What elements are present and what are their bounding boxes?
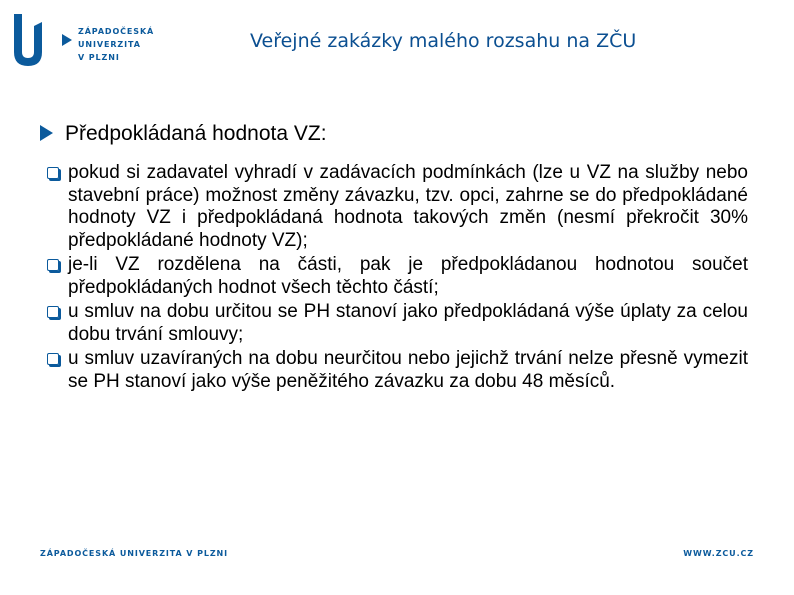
section-heading [40,122,327,146]
logo-text [78,25,154,64]
list-item [46,348,748,393]
checkbox-bullet-icon [47,306,59,318]
section-heading-text: Předpokládaná hodnota VZ: [65,122,327,145]
zcu-logo-mark-icon [10,12,50,70]
list-item-text: pokud si zadavatel vyhradí v zadávacích podmínkách (lze u VZ na služby nebo stavební práce) možnost změny závazku, tzv. opci, zahrne se do předpokládané hodnoty VZ i předpokládaná hodnota takových změn (nesmí překročit 30% předpokládané hodnoty VZ); [68,162,748,251]
checkbox-bullet-icon [47,353,59,365]
page-title: Veřejné zakázky malého rozsahu na ZČU [250,30,637,52]
list-item [46,301,748,346]
university-logo [10,12,180,72]
logo-line-3: V PLZNI [78,53,120,62]
logo-line-1: ZÁPADOČESKÁ [78,27,155,36]
list-item [46,162,748,252]
footer-university-name: ZÁPADOČESKÁ UNIVERZITA V PLZNI [40,549,229,558]
list-item-text: je-li VZ rozdělena na části, pak je předpokládanou hodnotou součet předpokládaných hodnot všech těchto částí; [68,254,748,298]
logo-arrow-icon [62,34,72,46]
triangle-bullet-icon [40,125,53,141]
list-item-text: u smluv na dobu určitou se PH stanoví jako předpokládaná výše úplaty za celou dobu trvání smlouvy; [68,301,748,345]
bullet-list [46,162,748,395]
footer-website-link[interactable]: WWW.ZCU.CZ [683,549,754,558]
list-item-text: u smluv uzavíraných na dobu neurčitou nebo jejichž trvání nelze přesně vymezit se PH stanoví jako výše peněžitého závazku za dobu 48 měsíců. [68,348,748,392]
checkbox-bullet-icon [47,167,59,179]
checkbox-bullet-icon [47,259,59,271]
list-item [46,254,748,299]
logo-line-2: UNIVERZITA [78,40,141,49]
